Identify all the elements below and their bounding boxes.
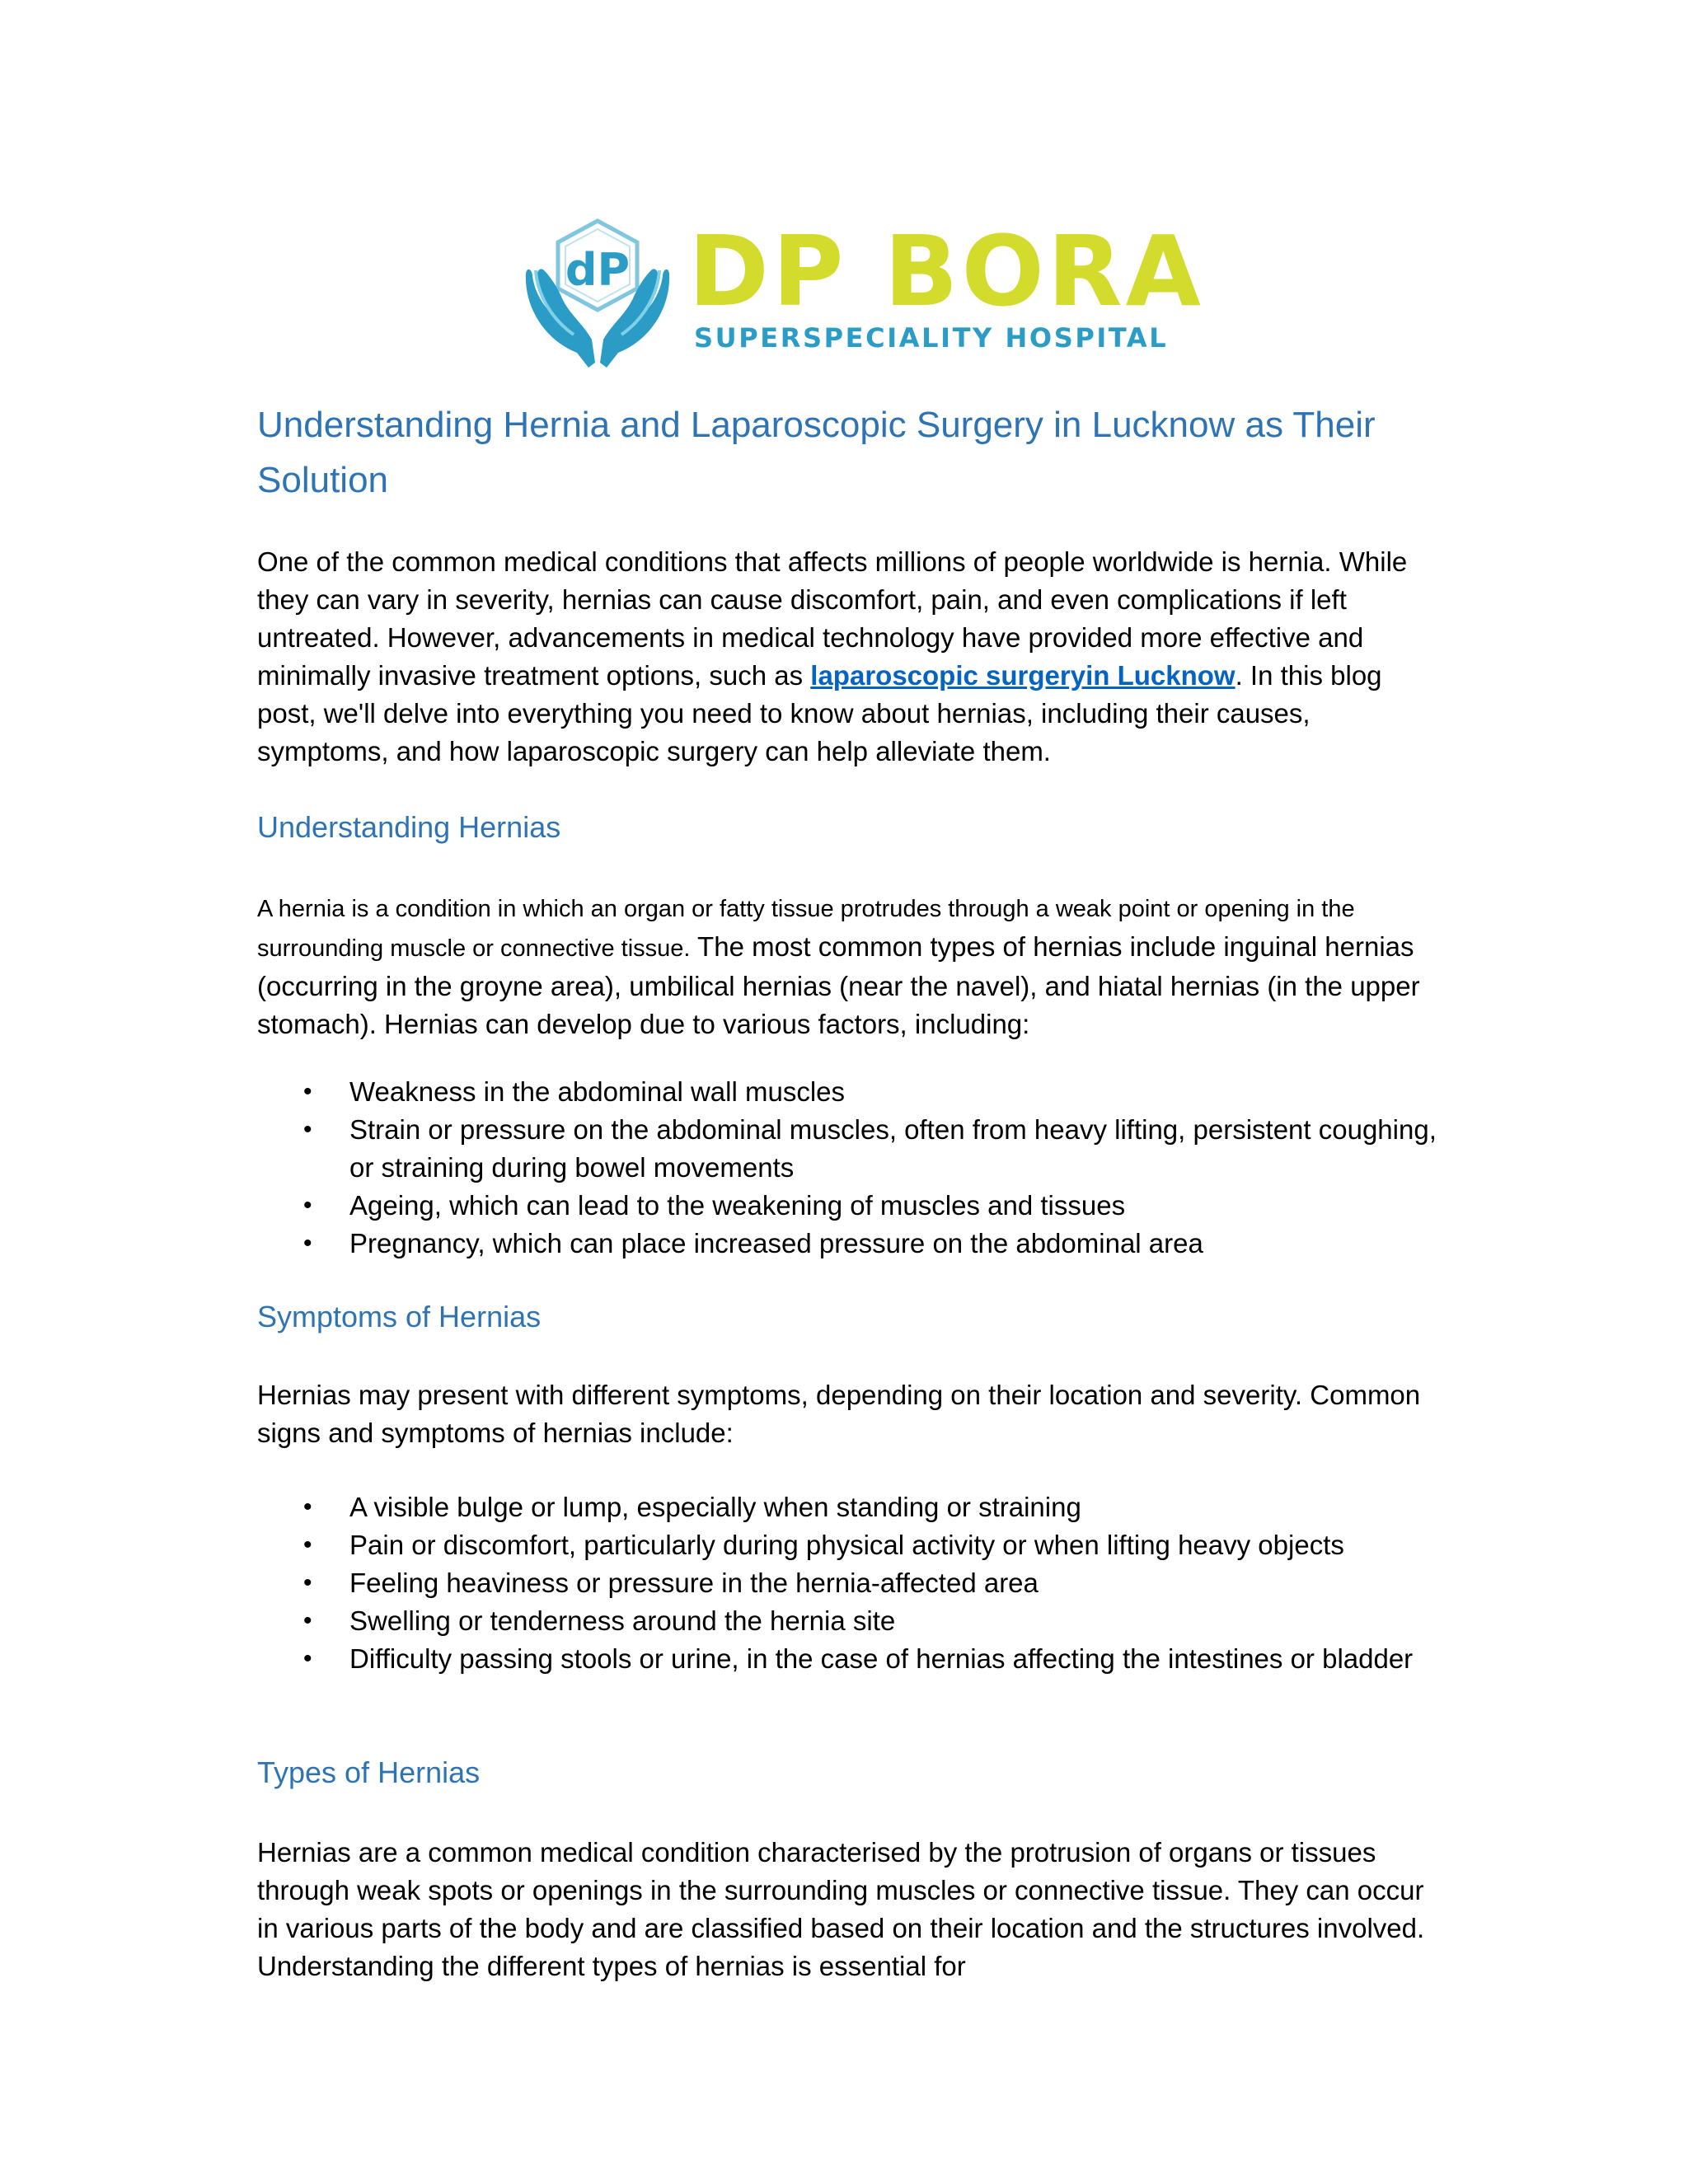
- list-item: • Strain or pressure on the abdominal muscles, often from heavy lifting, persistent coughing, or straining during bowel movements: [257, 1111, 1441, 1187]
- list-item: • Weakness in the abdominal wall muscles: [257, 1073, 1441, 1111]
- hospital-logo: [519, 214, 1204, 373]
- article-title: Understanding Hernia and Laparoscopic Surgery in Lucknow as Their Solution: [257, 405, 1376, 500]
- hernia-symptoms-list: [257, 1488, 1441, 1678]
- list-item: • Pregnancy, which can place increased pressure on the abdominal area: [257, 1225, 1441, 1263]
- heading-understanding-hernias: Understanding Hernias: [257, 810, 561, 844]
- heading-symptoms-of-hernias: Symptoms of Hernias: [257, 1300, 542, 1333]
- understanding-paragraph: [257, 888, 1441, 1043]
- list-item: • Feeling heaviness or pressure in the hernia-affected area: [257, 1564, 1441, 1602]
- hernia-causes-list: [257, 1073, 1441, 1263]
- logo-hospital-name: DP BORA: [688, 214, 1204, 328]
- understanding-text-rest: The most common types of hernias include inguinal hernias (occurring in the groyne area), umbilical hernias (near the navel), and hiatal hernias (in the upper stomach). Hernias can develop due to various factors, including:: [257, 931, 1420, 1039]
- logo-monogram: dP: [565, 244, 631, 296]
- list-item: • Ageing, which can lead to the weakening of muscles and tissues: [257, 1187, 1441, 1225]
- intro-paragraph: [257, 543, 1441, 771]
- laparoscopic-surgery-link[interactable]: laparoscopic surgeryin Lucknow: [810, 660, 1236, 691]
- logo-hospital-subtitle: SUPERSPECIALITY HOSPITAL: [694, 322, 1169, 354]
- symptoms-paragraph: Hernias may present with different symptoms, depending on their location and severity. Common signs and symptoms of hernias include:: [257, 1380, 1421, 1448]
- list-item: • Swelling or tenderness around the hernia site: [257, 1602, 1441, 1640]
- intro-text-end: . In this blog post, we'll delve into everything you need to know about hernias, including their causes, symptoms, and how laparoscopic surgery can help alleviate them.: [257, 660, 1382, 766]
- intro-text-start: One of the common medical conditions that affects millions of people worldwide is hernia. While they can vary in severity, hernias can cause discomfort, pain, and even complications if left untreated. However, advancements in medical technology have provided more effective and minimally invasive treatment options, such as: [257, 546, 1408, 691]
- heading-types-of-hernias: Types of Hernias: [257, 1755, 481, 1789]
- list-item: • Difficulty passing stools or urine, in the case of hernias affecting the intestines or bladder: [257, 1640, 1441, 1678]
- list-item: • Pain or discomfort, particularly during physical activity or when lifting heavy objects: [257, 1526, 1441, 1564]
- hands-hexagon-logo-icon: [519, 216, 676, 373]
- understanding-definition-text: A hernia is a condition in which an organ or fatty tissue protrudes through a weak point or opening in the surrounding muscle or connective tissue.: [257, 896, 1355, 962]
- types-paragraph: Hernias are a common medical condition characterised by the protrusion of organs or tissues through weak spots or openings in the surrounding muscles or connective tissue. They can occur in various parts of the body and are classified based on their location and the structures involved. Understanding the different types of hernias is essential for: [257, 1837, 1425, 1981]
- list-item: • A visible bulge or lump, especially when standing or straining: [257, 1488, 1441, 1526]
